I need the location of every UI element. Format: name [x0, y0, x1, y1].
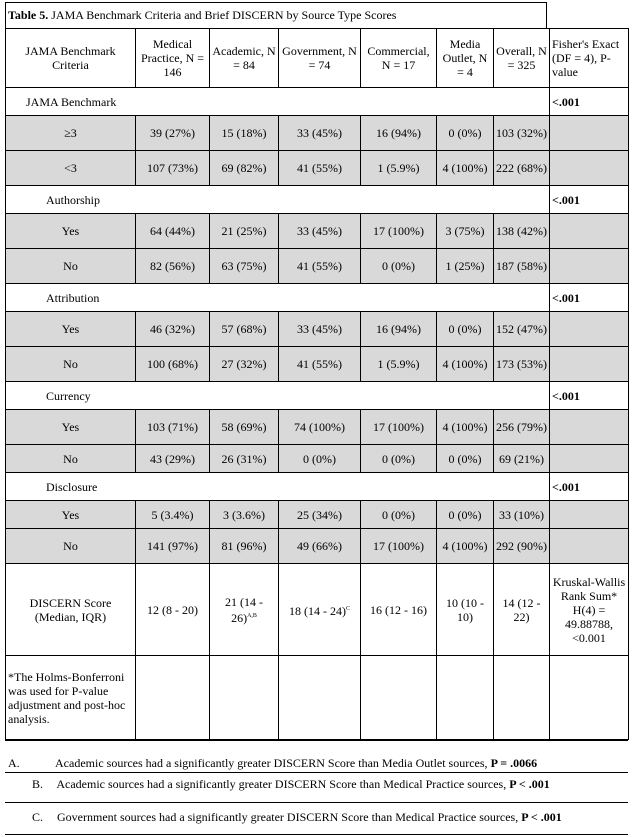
- cell-government: 41 (55%): [279, 347, 361, 382]
- cell-academic: 27 (32%): [210, 347, 279, 382]
- cell-commercial: 17 (100%): [361, 529, 437, 564]
- cell-empty: [550, 249, 629, 284]
- row-label: Yes: [6, 501, 136, 529]
- cell-empty: [550, 214, 629, 249]
- cell-academic: 3 (3.6%): [210, 501, 279, 529]
- row-label: <3: [6, 151, 136, 186]
- cell-medical: 43 (29%): [136, 445, 210, 473]
- table-row: [6, 116, 629, 151]
- cell-empty: [437, 656, 494, 740]
- header-media: Media Outlet, N = 4: [437, 29, 494, 88]
- header-commercial: Commercial, N = 17: [361, 29, 437, 88]
- footnote-text: Academic sources had a significantly greater DISCERN Score than Media Outlet sources,: [55, 756, 491, 770]
- cell-empty: [550, 656, 629, 740]
- cell-academic: 26 (31%): [210, 445, 279, 473]
- cell-commercial: 1 (5.9%): [361, 347, 437, 382]
- cell-government: 49 (66%): [279, 529, 361, 564]
- cell-commercial: 16 (94%): [361, 116, 437, 151]
- footnote-letter: B.: [32, 777, 44, 791]
- results-table: [5, 28, 629, 740]
- cell-commercial: 17 (100%): [361, 410, 437, 445]
- cell-academic: 69 (82%): [210, 151, 279, 186]
- cell-empty: [494, 656, 550, 740]
- discern-media: 10 (10 - 10): [437, 564, 494, 656]
- discern-overall: 14 (12 - 22): [494, 564, 550, 656]
- row-label: Yes: [6, 214, 136, 249]
- cell-empty: [550, 529, 629, 564]
- row-label: Yes: [6, 312, 136, 347]
- footnote-b: [32, 777, 550, 791]
- cell-medical: 107 (73%): [136, 151, 210, 186]
- section-p-value: <.001: [550, 473, 629, 501]
- section-title: Disclosure: [6, 473, 550, 501]
- cell-medical: 39 (27%): [136, 116, 210, 151]
- cell-media: 4 (100%): [437, 410, 494, 445]
- cell-empty: [550, 445, 629, 473]
- cell-overall: 103 (32%): [494, 116, 550, 151]
- row-label: ≥3: [6, 116, 136, 151]
- table-caption: [5, 2, 547, 28]
- cell-overall: 187 (58%): [494, 249, 550, 284]
- row-label: Yes: [6, 410, 136, 445]
- cell-medical: 5 (3.4%): [136, 501, 210, 529]
- table-note: [6, 656, 136, 740]
- section-title: JAMA Benchmark: [6, 88, 550, 116]
- caption-text: JAMA Benchmark Criteria and Brief DISCERN by Source Type Scores: [48, 8, 397, 22]
- cell-empty: [550, 151, 629, 186]
- table-row: [6, 410, 629, 445]
- header-fisher: Fisher's Exact (DF = 4), P-value: [550, 29, 629, 88]
- cell-media: 4 (100%): [437, 347, 494, 382]
- discern-label: DISCERN Score (Median, IQR): [6, 564, 136, 656]
- cell-commercial: 0 (0%): [361, 249, 437, 284]
- cell-medical: 46 (32%): [136, 312, 210, 347]
- footnote-letter: A.: [8, 756, 20, 770]
- cell-empty: [550, 116, 629, 151]
- footnote-text: Academic sources had a significantly greater DISCERN Score than Medical Practice sources,: [56, 777, 510, 791]
- cell-government: 33 (45%): [279, 214, 361, 249]
- discern-government-cell: [279, 564, 361, 656]
- cell-media: 3 (75%): [437, 214, 494, 249]
- table-row: [6, 214, 629, 249]
- cell-empty: [279, 656, 361, 740]
- section-p-value: <.001: [550, 284, 629, 312]
- header-overall: Overall, N = 325: [494, 29, 550, 88]
- cell-commercial: 0 (0%): [361, 501, 437, 529]
- cell-commercial: 1 (5.9%): [361, 151, 437, 186]
- cell-overall: 33 (10%): [494, 501, 550, 529]
- header-row: [6, 29, 629, 88]
- footnote-c: [32, 810, 562, 824]
- cell-government: 41 (55%): [279, 151, 361, 186]
- cell-overall: 69 (21%): [494, 445, 550, 473]
- cell-empty: [550, 312, 629, 347]
- section-title: Attribution: [6, 284, 550, 312]
- row-label: No: [6, 445, 136, 473]
- footnote-p: P < .001: [521, 810, 562, 824]
- cell-overall: 222 (68%): [494, 151, 550, 186]
- cell-media: 0 (0%): [437, 116, 494, 151]
- cell-empty: [550, 501, 629, 529]
- cell-government: 41 (55%): [279, 249, 361, 284]
- table-row: [6, 529, 629, 564]
- section-p-value: <.001: [550, 382, 629, 410]
- footnote-letter: C.: [32, 810, 44, 824]
- cell-medical: 141 (97%): [136, 529, 210, 564]
- cell-media: 0 (0%): [437, 312, 494, 347]
- footnote-p: P < .001: [509, 777, 550, 791]
- cell-academic: 58 (69%): [210, 410, 279, 445]
- section-p-value: <.001: [550, 186, 629, 214]
- footnotes: [5, 740, 628, 835]
- cell-government: 33 (45%): [279, 312, 361, 347]
- cell-media: 1 (25%): [437, 249, 494, 284]
- section-row-disclosure: [6, 473, 629, 501]
- cell-academic: 63 (75%): [210, 249, 279, 284]
- cell-academic: 57 (68%): [210, 312, 279, 347]
- discern-row: [6, 564, 629, 656]
- section-p-value: <.001: [550, 88, 629, 116]
- cell-government: 33 (45%): [279, 116, 361, 151]
- section-title: Authorship: [6, 186, 550, 214]
- row-label: No: [6, 347, 136, 382]
- section-row-jama: [6, 88, 629, 116]
- cell-media: 0 (0%): [437, 445, 494, 473]
- cell-medical: 103 (71%): [136, 410, 210, 445]
- discern-government-superscript: C: [345, 605, 350, 612]
- note-row: [6, 656, 629, 740]
- section-row-authorship: [6, 186, 629, 214]
- cell-overall: 292 (90%): [494, 529, 550, 564]
- section-title: Currency: [6, 382, 550, 410]
- discern-medical: 12 (8 - 20): [136, 564, 210, 656]
- section-row-attribution: [6, 284, 629, 312]
- table-row: [6, 347, 629, 382]
- cell-media: 0 (0%): [437, 501, 494, 529]
- cell-commercial: 16 (94%): [361, 312, 437, 347]
- discern-academic: 21 (14 - 26): [225, 594, 263, 625]
- cell-empty: [361, 656, 437, 740]
- footnote-a: [8, 756, 537, 770]
- cell-overall: 138 (42%): [494, 214, 550, 249]
- row-label: No: [6, 249, 136, 284]
- cell-media: 4 (100%): [437, 529, 494, 564]
- cell-government: 74 (100%): [279, 410, 361, 445]
- cell-empty: [136, 656, 210, 740]
- table-row: [6, 445, 629, 473]
- table-row: [6, 249, 629, 284]
- cell-media: 4 (100%): [437, 151, 494, 186]
- discern-academic-cell: [210, 564, 279, 656]
- note-text: *The Holms-Bonferroni was used for P-value adjustment and post-hoc analysis.: [8, 669, 126, 726]
- header-government: Government, N = 74: [279, 29, 361, 88]
- discern-government: 18 (14 - 24): [288, 603, 346, 618]
- row-label: No: [6, 529, 136, 564]
- table-row: [6, 312, 629, 347]
- footnote-text: Government sources had a significantly greater DISCERN Score than Medical Practice sources,: [57, 810, 522, 824]
- discern-academic-superscript: A,B: [247, 612, 257, 619]
- cell-empty: [550, 410, 629, 445]
- cell-overall: 256 (79%): [494, 410, 550, 445]
- header-academic: Academic, N = 84: [210, 29, 279, 88]
- section-row-currency: [6, 382, 629, 410]
- cell-empty: [550, 347, 629, 382]
- cell-commercial: 0 (0%): [361, 445, 437, 473]
- cell-academic: 15 (18%): [210, 116, 279, 151]
- discern-test: Kruskal-Wallis Rank Sum* H(4) = 49.88788, <0.001: [550, 564, 629, 656]
- cell-academic: 81 (96%): [210, 529, 279, 564]
- footnote-p: P = .0066: [490, 756, 538, 770]
- cell-overall: 173 (53%): [494, 347, 550, 382]
- discern-commercial: 16 (12 - 16): [361, 564, 437, 656]
- table-row: [6, 151, 629, 186]
- header-medical: Medical Practice, N = 146: [136, 29, 210, 88]
- cell-empty: [210, 656, 279, 740]
- cell-government: 0 (0%): [279, 445, 361, 473]
- cell-medical: 64 (44%): [136, 214, 210, 249]
- cell-government: 25 (34%): [279, 501, 361, 529]
- cell-commercial: 17 (100%): [361, 214, 437, 249]
- cell-medical: 82 (56%): [136, 249, 210, 284]
- table-row: [6, 501, 629, 529]
- cell-medical: 100 (68%): [136, 347, 210, 382]
- header-criteria: JAMA Benchmark Criteria: [6, 29, 136, 88]
- cell-academic: 21 (25%): [210, 214, 279, 249]
- cell-overall: 152 (47%): [494, 312, 550, 347]
- caption-label: Table 5.: [8, 8, 49, 22]
